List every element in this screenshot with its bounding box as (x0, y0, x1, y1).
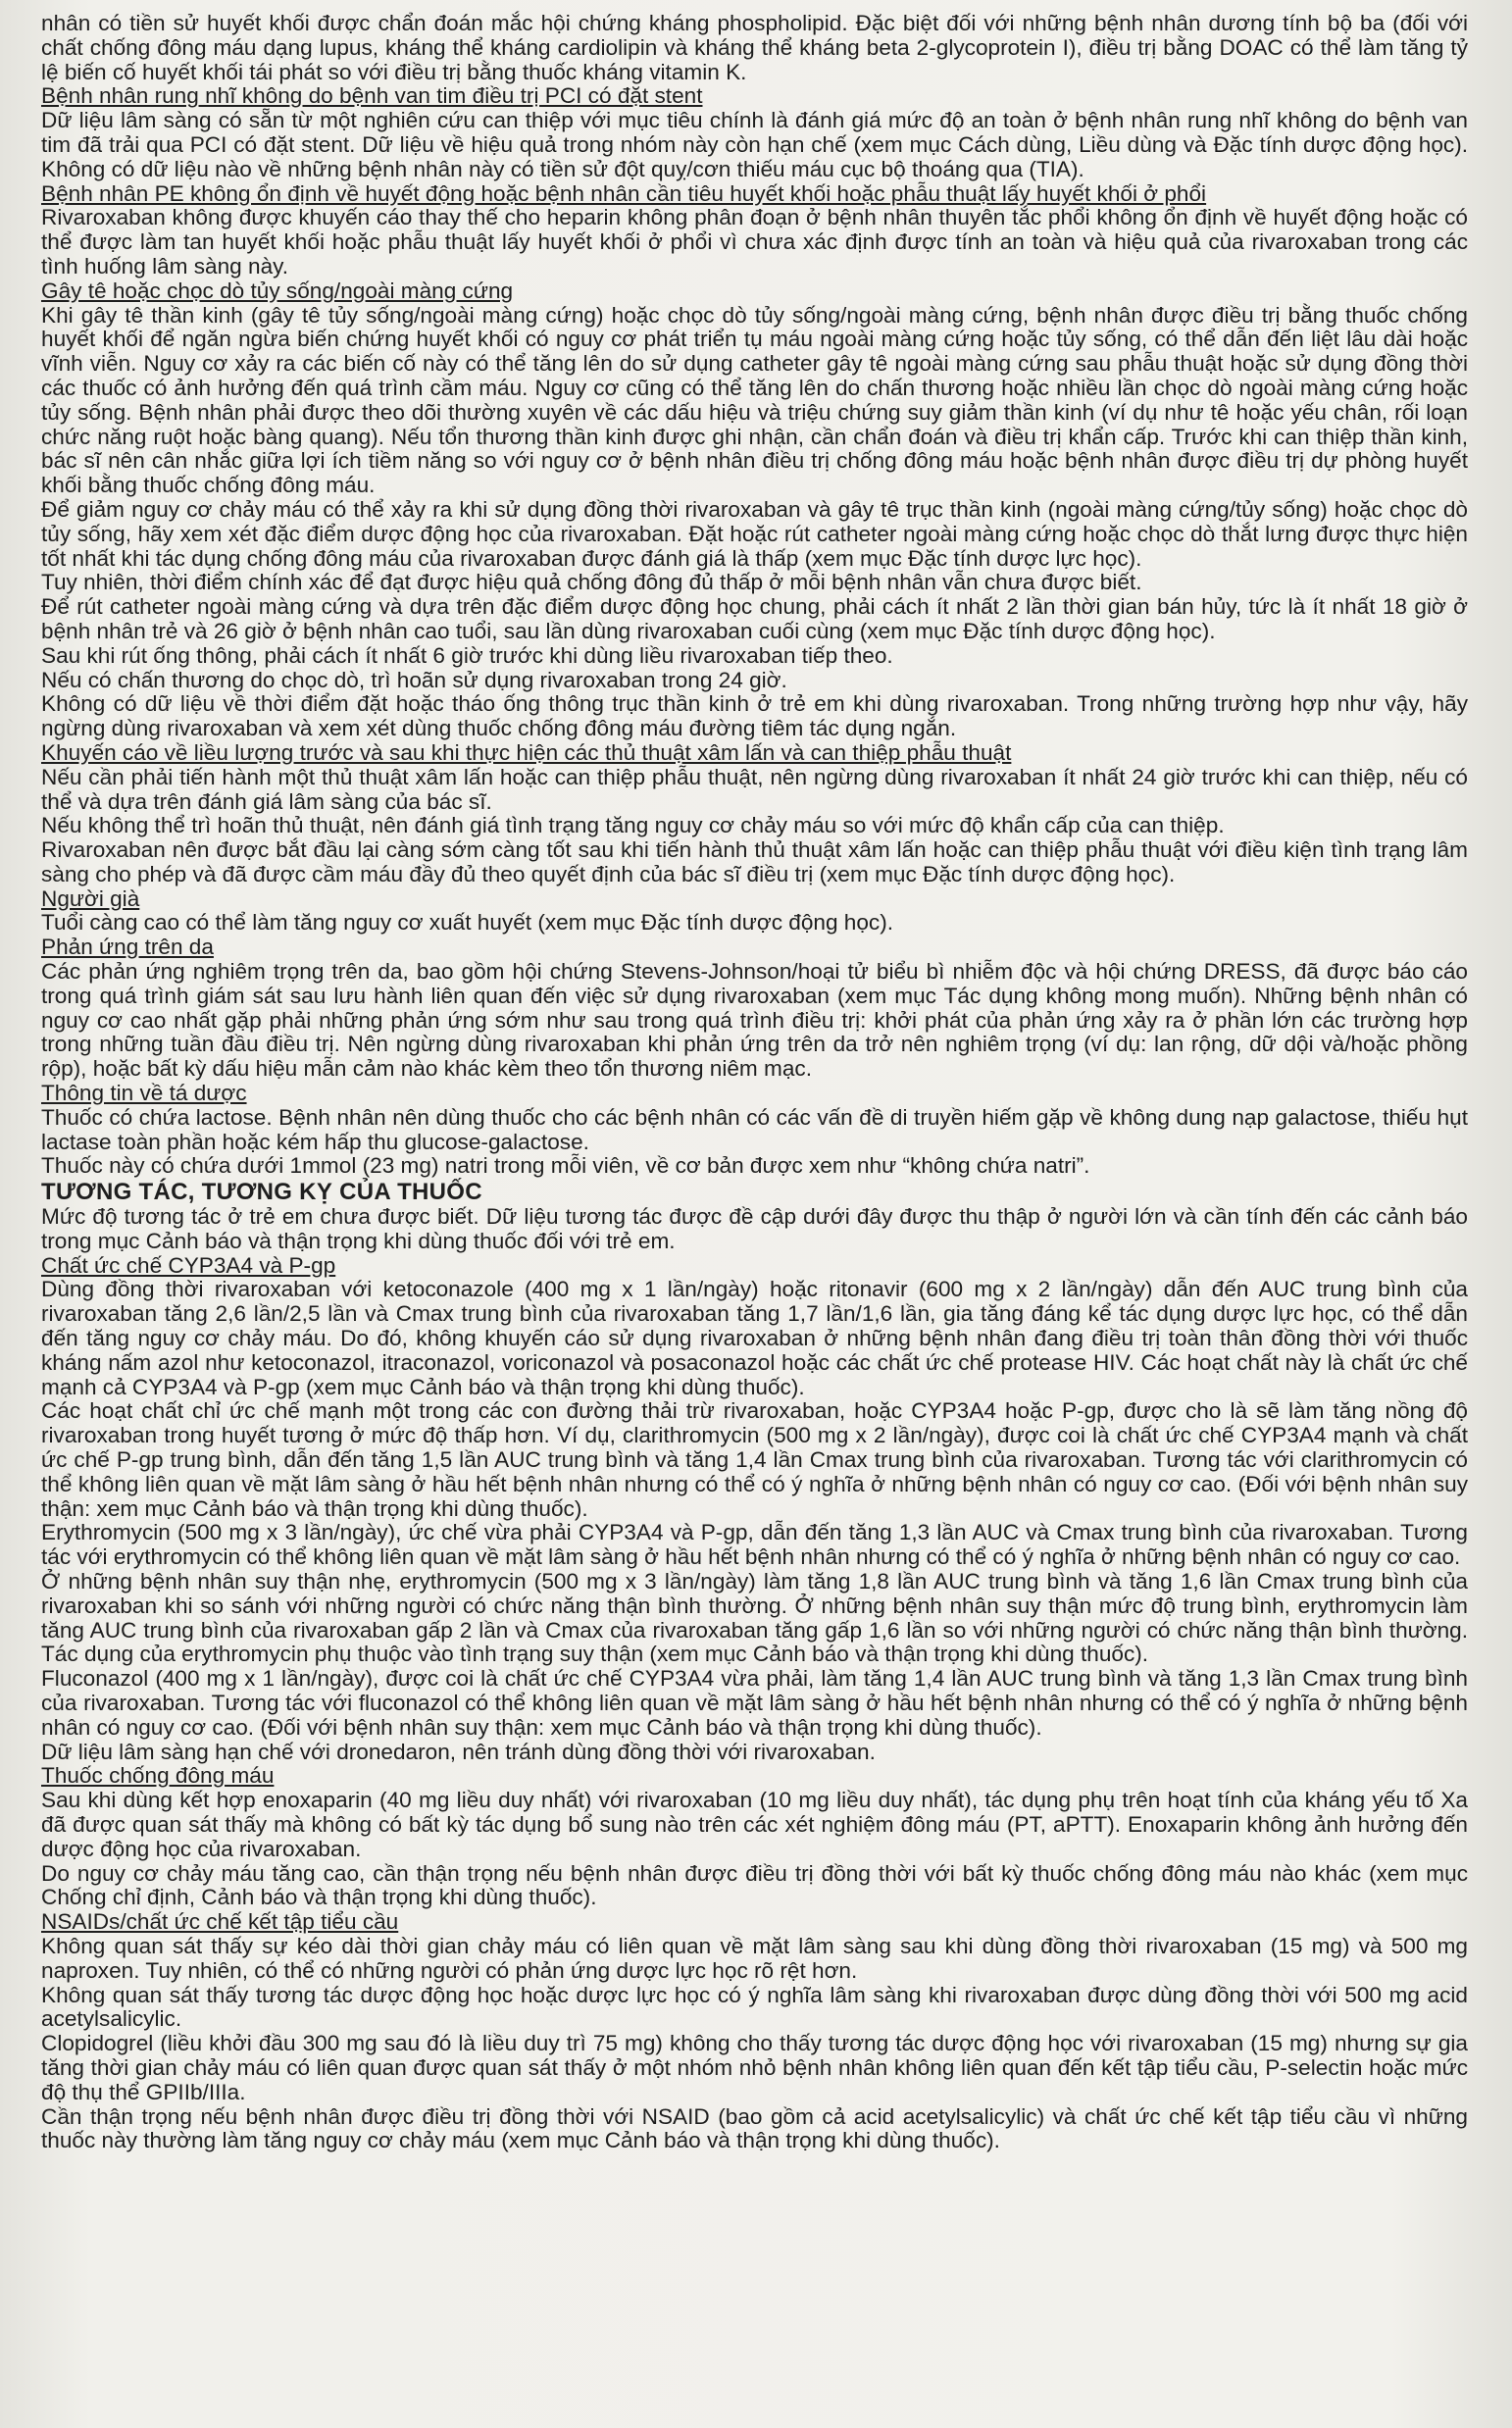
para-pci-stent: Dữ liệu lâm sàng có sẵn từ một nghiên cứu can thiệp với mục tiêu chính là đánh giá mức độ an toàn ở bệnh nhân rung nhĩ không do bệnh van tim đã trải qua PCI có đặt stent. Dữ liệu về hiệu quả trong nhóm này còn hạn chế (xem mục Cách dùng, Liều dùng và Đặc tính dược động học). Không có dữ liệu nào về những bệnh nhân này có tiền sử đột quỵ/cơn thiếu máu cục bộ thoáng qua (TIA). (41, 108, 1468, 181)
para-procedures-2: Nếu không thể trì hoãn thủ thuật, nên đánh giá tình trạng tăng nguy cơ chảy máu so với mức độ khẩn cấp của can thiệp. (41, 813, 1225, 838)
para-anesthesia-1: Khi gây tê thần kinh (gây tê tủy sống/ngoài màng cứng) hoặc chọc dò tủy sống/ngoài màng cứng, bệnh nhân được điều trị bằng thuốc chống huyết khối để ngăn ngừa biến chứng huyết khối có nguy cơ phát triển tụ máu ngoài màng cứng hoặc tủy sống, có thể dẫn đến liệt lâu dài hoặc vĩnh viễn. Nguy cơ xảy ra các biến cố này có thể tăng lên do sử dụng catheter gây tê ngoài màng cứng sau phẫu thuật hoặc sử dụng đồng thời các thuốc có ảnh hưởng đến quá trình cầm máu. Nguy cơ cũng có thể tăng lên do chấn thương hoặc nhiều lần chọc dò ngoài màng cứng hoặc tủy sống. Bệnh nhân phải được theo dõi thường xuyên về các dấu hiệu và triệu chứng suy giảm thần kinh (ví dụ như tê hoặc yếu chân, rối loạn chức năng ruột hoặc bàng quang). Nếu tổn thương thần kinh được ghi nhận, cần chẩn đoán và điều trị khẩn cấp. Trước khi can thiệp thần kinh, bác sĩ nên cân nhắc giữa lợi ích tiềm năng so với nguy cơ ở bệnh nhân điều trị chống đông máu hoặc bệnh nhân được điều trị dự phòng huyết khối bằng thuốc chống đông máu. (41, 302, 1468, 498)
para-elderly: Tuổi càng cao có thể làm tăng nguy cơ xuất huyết (xem mục Đặc tính dược động học). (41, 910, 894, 936)
para-anesthesia-4: Để rút catheter ngoài màng cứng và dựa trên đặc điểm dược động học chung, phải cách ít nhất 2 lần thời gian bán hủy, tức là ít nhất 18 giờ ở bệnh nhân trẻ và 26 giờ ở bệnh nhân cao tuổi, sau lần dùng rivaroxaban cuối cùng (xem mục Đặc tính dược động học). (41, 594, 1468, 643)
para-pe-unstable: Rivaroxaban không được khuyến cáo thay thế cho heparin không phân đoạn ở bệnh nhân thuyên tắc phổi không ổn định về huyết động hoặc có thể được làm tan huyết khối hoặc phẫu thuật lấy huyết khối ở phổi vì chưa xác định được tính an toàn và hiệu quả của rivaroxaban trong các tình huống lâm sàng này. (41, 205, 1468, 278)
bleed-through-right (1471, 39, 1510, 2393)
para-nsaids-3: Clopidogrel (liều khởi đầu 300 mg sau đó là liều duy trì 75 mg) không cho thấy tương tác dược động học với rivaroxaban (15 mg) nhưng sự gia tăng thời gian chảy máu có liên quan được quan sát thấy ở một nhóm nhỏ bệnh nhân không liên quan đến kết tập tiểu cầu, P-selectin hoặc mức độ thụ thể GPIIb/IIIa. (41, 2031, 1468, 2104)
para-nsaids-1: Không quan sát thấy sự kéo dài thời gian chảy máu có liên quan về mặt lâm sàng sau khi dùng đồng thời rivaroxaban (15 mg) và 500 mg naproxen. Tuy nhiên, có thể có những người có phản ứng dược lực học rõ rệt hơn. (41, 1933, 1468, 1983)
para-phospholipid: nhân có tiền sử huyết khối được chẩn đoán mắc hội chứng kháng phospholipid. Đặc biệt đối với những bệnh nhân dương tính bộ ba (đối với chất chống đông máu dạng lupus, kháng thể kháng cardiolipin và kháng thể kháng beta 2-glycoprotein I), điều trị bằng DOAC có thể làm tăng tỷ lệ biến cố huyết khối tái phát so với điều trị bằng thuốc kháng vitamin K. (41, 11, 1468, 84)
para-procedures-3: Rivaroxaban nên được bắt đầu lại càng sớm càng tốt sau khi tiến hành thủ thuật xâm lấn hoặc can thiệp phẫu thuật với điều kiện tình trạng lâm sàng cho phép và đã được cầm máu đầy đủ theo quyết định của bác sĩ điều trị (xem mục Đặc tính dược động học). (41, 837, 1468, 886)
section-title-interactions: TƯƠNG TÁC, TƯƠNG KỴ CỦA THUỐC (41, 1179, 482, 1206)
heading-pci-stent: Bệnh nhân rung nhĩ không do bệnh van tim điều trị PCI có đặt stent (41, 83, 703, 109)
heading-elderly: Người già (41, 885, 140, 911)
para-anesthesia-3: Tuy nhiên, thời điểm chính xác để đạt được hiệu quả chống đông đủ thấp ở mỗi bệnh nhân vẫn chưa được biết. (41, 570, 1142, 595)
heading-skin: Phản ứng trên da (41, 935, 214, 960)
para-anesthesia-2: Để giảm nguy cơ chảy máu có thể xảy ra khi sử dụng đồng thời rivaroxaban và gây tê trục thần kinh (ngoài màng cứng/tủy sống) hoặc chọc dò tủy sống, hãy xem xét đặc điểm dược động học của rivaroxaban. Đặt hoặc rút catheter ngoài màng cứng hoặc chọc dò thắt lưng được thực hiện tốt nhất khi tác dụng chống đông máu của rivaroxaban được đánh giá là thấp (xem mục Đặc tính dược lực học). (41, 496, 1468, 571)
para-cyp3a4-5: Fluconazol (400 mg x 1 lần/ngày), được coi là chất ức chế CYP3A4 vừa phải, làm tăng 1,4 lần AUC trung bình và tăng 1,3 lần Cmax trung bình của rivaroxaban. Tương tác với fluconazol có thể không liên quan về mặt lâm sàng ở hầu hết bệnh nhân nhưng có thể có ý nghĩa ở những bệnh nhân có nguy cơ cao. (Đối với bệnh nhân suy thận: xem mục Cảnh báo và thận trọng khi dùng thuốc). (41, 1666, 1468, 1740)
para-anesthesia-5: Sau khi rút ống thông, phải cách ít nhất 6 giờ trước khi dùng liều rivaroxaban tiếp theo. (41, 642, 893, 668)
para-cyp3a4-3: Erythromycin (500 mg x 3 lần/ngày), ức chế vừa phải CYP3A4 và P-gp, dẫn đến tăng 1,3 lần AUC và Cmax trung bình của rivaroxaban. Tương tác với erythromycin có thể không liên quan về mặt lâm sàng ở hầu hết bệnh nhân nhưng có thể có ý nghĩa ở những bệnh nhân có nguy cơ cao. (41, 1520, 1468, 1570)
heading-cyp3a4: Chất ức chế CYP3A4 và P-gp (41, 1252, 336, 1278)
heading-anesthesia: Gây tê hoặc chọc dò tủy sống/ngoài màng cứng (41, 278, 514, 303)
para-anesthesia-7: Không có dữ liệu về thời điểm đặt hoặc tháo ống thông trục thần kinh ở trẻ em khi dùng rivaroxaban. Trong những trường hợp như vậy, hãy ngừng dùng rivaroxaban và xem xét dùng thuốc chống đông máu đường tiêm tác dụng ngắn. (41, 691, 1468, 741)
para-cyp3a4-6: Dữ liệu lâm sàng hạn chế với dronedaron, nên tránh dùng đồng thời với rivaroxaban. (41, 1739, 876, 1764)
para-anticoagulants-1: Sau khi dùng kết hợp enoxaparin (40 mg liều duy nhất) với rivaroxaban (10 mg liều duy nhất), tác dụng phụ trên hoạt tính của kháng yếu tố Xa đã được quan sát thấy mà không có bất kỳ tác dụng bổ sung nào trên các xét nghiệm đông máu (PT, aPTT). Enoxaparin không ảnh hưởng đến dược động học của rivaroxaban. (41, 1788, 1468, 1861)
para-cyp3a4-4: Ở những bệnh nhân suy thận nhẹ, erythromycin (500 mg x 3 lần/ngày) làm tăng 1,8 lần AUC trung bình và tăng 1,6 lần Cmax trung bình của rivaroxaban khi so sánh với những người có chức năng thận bình thường. Ở những bệnh nhân suy thận mức độ trung bình, erythromycin làm tăng AUC trung bình của rivaroxaban gấp 2 lần và Cmax của rivaroxaban tăng gấp 1,6 lần so với những người có chức năng thận bình thường. Tác dụng của erythromycin phụ thuộc vào tình trạng suy thận (xem mục Cảnh báo và thận trọng khi dùng thuốc). (41, 1569, 1468, 1667)
para-cyp3a4-2: Các hoạt chất chỉ ức chế mạnh một trong các con đường thải trừ rivaroxaban, hoặc CYP3A4 hoặc P-gp, được cho là sẽ làm tăng nồng độ rivaroxaban trong huyết tương ở mức độ thấp hơn. Ví dụ, clarithromycin (500 mg x 2 lần/ngày), được coi là chất ức chế CYP3A4 mạnh và chất ức chế P-gp trung bình, dẫn đến tăng 1,5 lần AUC trung bình và tăng 1,4 lần Cmax trung bình của rivaroxaban. Tương tác với clarithromycin có thể không liên quan về mặt lâm sàng ở hầu hết bệnh nhân nhưng có thể có ý nghĩa ở những bệnh nhân có nguy cơ cao. (Đối với bệnh nhân suy thận: xem mục Cảnh báo và thận trọng khi dùng thuốc). (41, 1398, 1468, 1521)
bleed-through-left (2, 39, 39, 2393)
heading-pe-unstable: Bệnh nhân PE không ổn định về huyết động hoặc bệnh nhân cần tiêu huyết khối hoặc phẫu thuật lấy huyết khối ở phổi (41, 180, 1207, 206)
document-text-column (41, 12, 1468, 2153)
para-anesthesia-6: Nếu có chấn thương do chọc dò, trì hoãn sử dụng rivaroxaban trong 24 giờ. (41, 667, 787, 692)
heading-excipients: Thông tin về tá dược (41, 1081, 247, 1106)
para-nsaids-2: Không quan sát thấy tương tác dược động học hoặc dược lực học có ý nghĩa lâm sàng khi rivaroxaban được dùng đồng thời với 500 mg acid acetylsalicylic. (41, 1982, 1468, 2032)
heading-anticoagulants: Thuốc chống đông máu (41, 1763, 275, 1789)
para-nsaids-4: Cần thận trọng nếu bệnh nhân được điều trị đồng thời với NSAID (bao gồm cả acid acetylsalicylic) và chất ức chế kết tập tiểu cầu vì những thuốc này thường làm tăng nguy cơ chảy máu (xem mục Cảnh báo và thận trọng khi dùng thuốc). (41, 2103, 1468, 2153)
para-anticoagulants-2: Do nguy cơ chảy máu tăng cao, cần thận trọng nếu bệnh nhân được điều trị đồng thời với bất kỳ thuốc chống đông máu nào khác (xem mục Chống chỉ định, Cảnh báo và thận trọng khi dùng thuốc). (41, 1860, 1468, 1910)
para-excipients-2: Thuốc này có chứa dưới 1mmol (23 mg) natri trong mỗi viên, về cơ bản được xem như “không chứa natri”. (41, 1153, 1090, 1179)
para-excipients-1: Thuốc có chứa lactose. Bệnh nhân nên dùng thuốc cho các bệnh nhân có các vấn đề di truyền hiếm gặp về không dung nạp galactose, thiếu hụt lactase toàn phần hoặc kém hấp thu glucose-galactose. (41, 1104, 1468, 1154)
para-skin: Các phản ứng nghiêm trọng trên da, bao gồm hội chứng Stevens-Johnson/hoại tử biểu bì nhiễm độc và hội chứng DRESS, đã được báo cáo trong quá trình giám sát sau lưu hành liên quan đến việc sử dụng rivaroxaban (xem mục Tác dụng không mong muốn). Những bệnh nhân có nguy cơ cao nhất gặp phải những phản ứng sớm như sau trong quá trình điều trị: khởi phát của phản ứng xảy ra ở phần lớn các trường hợp trong những tuần đầu điều trị. Nên ngừng dùng rivaroxaban khi phản ứng trên da trở nên nghiêm trọng (ví dụ: lan rộng, dữ dội và/hoặc phồng rộp), hoặc bất kỳ dấu hiệu mẫn cảm nào khác kèm theo tổn thương niêm mạc. (41, 959, 1468, 1082)
heading-procedures: Khuyến cáo về liều lượng trước và sau khi thực hiện các thủ thuật xâm lấn và can thiệp phẫu thuật (41, 739, 1012, 765)
para-interactions-intro: Mức độ tương tác ở trẻ em chưa được biết. Dữ liệu tương tác được đề cập dưới đây được thu thập ở người lớn và cần tính đến các cảnh báo trong mục Cảnh báo và thận trọng khi dùng thuốc đối với trẻ em. (41, 1204, 1468, 1253)
para-procedures-1: Nếu cần phải tiến hành một thủ thuật xâm lấn hoặc can thiệp phẫu thuật, nên ngừng dùng rivaroxaban ít nhất 24 giờ trước khi can thiệp, nếu có thể và dựa trên đánh giá lâm sàng của bác sĩ. (41, 764, 1468, 814)
para-cyp3a4-1: Dùng đồng thời rivaroxaban với ketoconazole (400 mg x 1 lần/ngày) hoặc ritonavir (600 mg x 2 lần/ngày) dẫn đến AUC trung bình của rivaroxaban tăng 2,6 lần/2,5 lần và Cmax trung bình của rivaroxaban tăng 1,7 lần/1,6 lần, gia tăng đáng kể tác dụng dược lực học, có thể dẫn đến tăng nguy cơ chảy máu. Do đó, không khuyến cáo sử dụng rivaroxaban ở những bệnh nhân đang điều trị toàn thân đồng thời với thuốc kháng nấm azol như ketoconazol, itraconazol, voriconazol và posaconazol hoặc các chất ức chế protease HIV. Các hoạt chất này là chất ức chế mạnh cả CYP3A4 và P-gp (xem mục Cảnh báo và thận trọng khi dùng thuốc). (41, 1277, 1468, 1399)
heading-nsaids: NSAIDs/chất ức chế kết tập tiểu cầu (41, 1909, 399, 1935)
